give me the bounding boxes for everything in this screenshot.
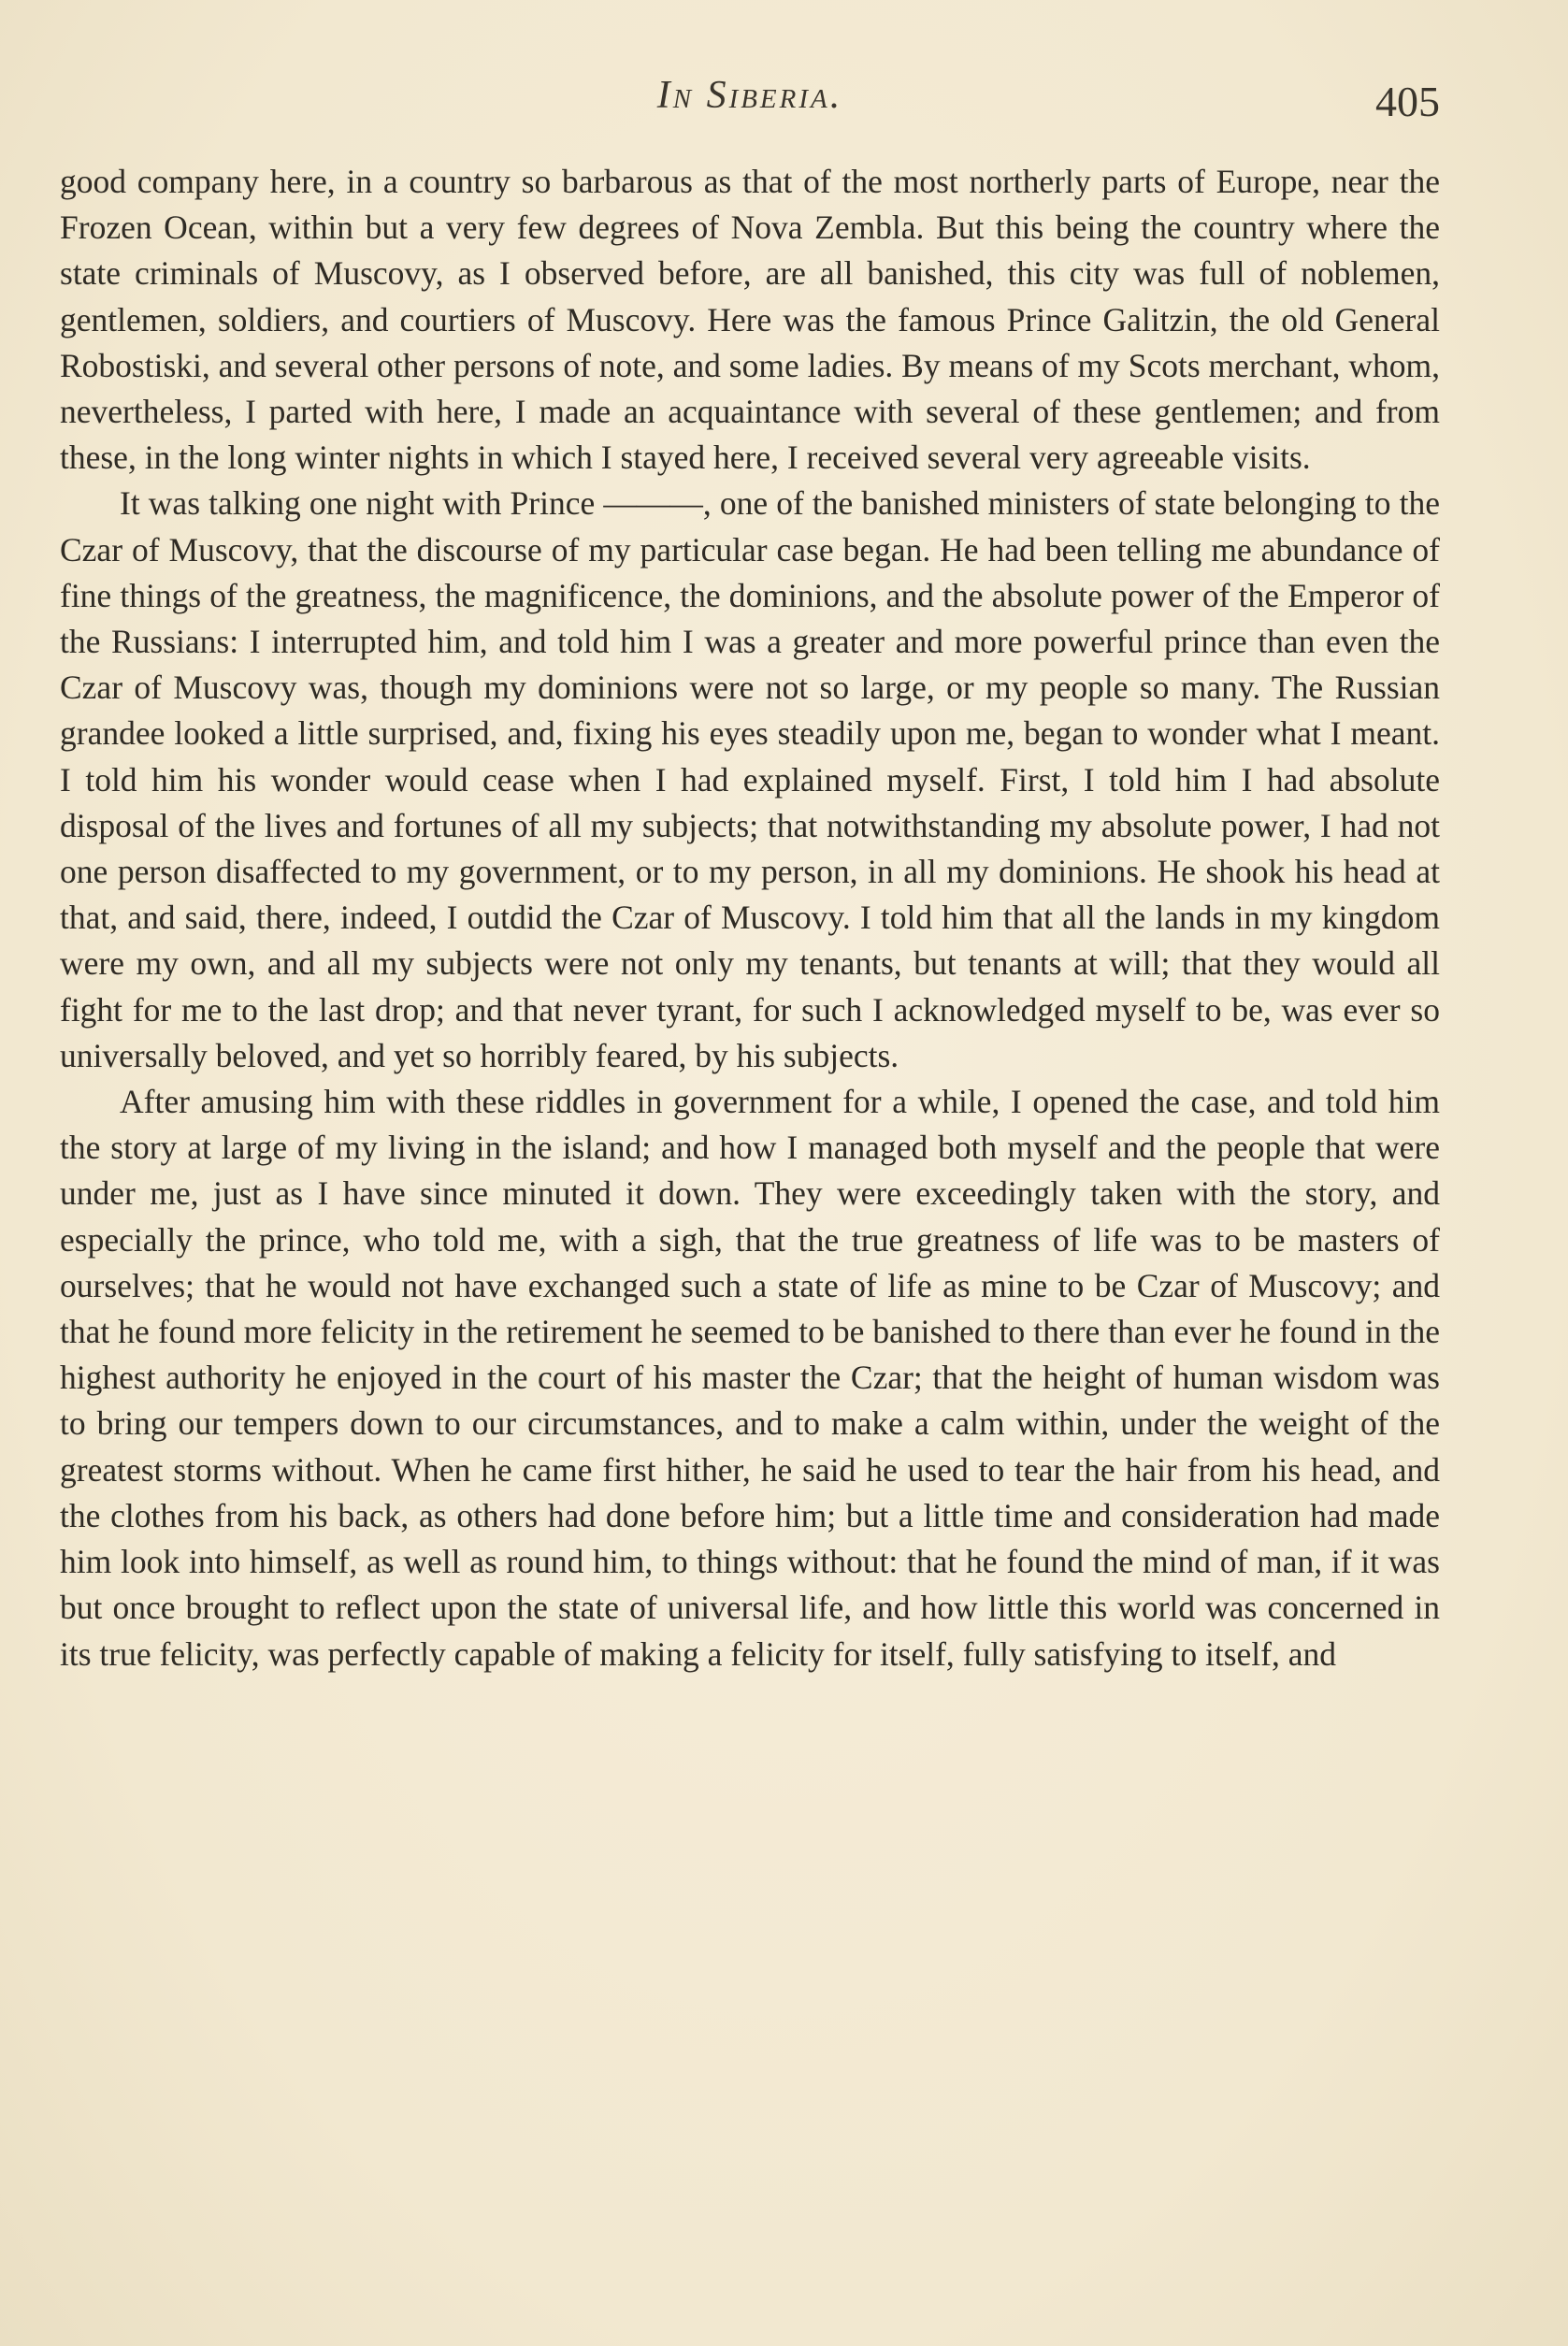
running-title: In Siberia. <box>656 74 843 117</box>
paragraph-3: After amusing him with these riddles in government for a while, I opened the case, and told him the story at large of my living in the island; and how I managed both myself and the people that were under me, just as I have since minuted it down. They were exceedingly taken with the story, and especially the prince, who told me, with a sigh, that the true greatness of life was to be masters of ourselves; that he would not have exchanged such a state of life as mine to be Czar of Muscovy; and that he found more felicity in the retirement he seemed to be banished to there than ever he found in the highest authority he enjoyed in the court of his master the Czar; that the height of human wisdom was to bring our tempers down to our circumstances, and to make a calm within, under the weight of the greatest storms without. When he came first hither, he said he used to tear the hair from his head, and the clothes from his back, as others had done before him; but a little time and consideration had made him look into himself, as well as round him, to things without: that he found the mind of man, if it was but once brought to reflect upon the state of universal life, and how little this world was concerned in its true felicity, was perfectly capable of making a felicity for itself, fully satisfying to itself, and <box>60 1083 1440 1673</box>
paragraph-1: good company here, in a country so barbarous as that of the most northerly parts of Europe, near the Frozen Ocean, within but a very few degrees of Nova Zembla. But this being the country where the state criminals of Muscovy, as I observed before, are all banished, this city was full of noblemen, gentlemen, soldiers, and courtiers of Muscovy. Here was the famous Prince Galitzin, the old General Robostiski, and several other persons of note, and some ladies. By means of my Scots merchant, whom, nevertheless, I parted with here, I made an acquaintance with several of these gentlemen; and from these, in the long winter nights in which I stayed here, I received several very agreeable visits. <box>60 163 1440 477</box>
body-text <box>60 159 1440 1677</box>
page-number: 405 <box>1375 78 1440 125</box>
running-head <box>60 73 1440 129</box>
paragraph-2: It was talking one night with Prince ———, one of the banished ministers of state belonging to the Czar of Muscovy, that the discourse of my particular case began. He had been telling me abundance of fine things of the greatness, the magnificence, the dominions, and the absolute power of the Emperor of the Russians: I interrupted him, and told him I was a greater and more powerful prince than even the Czar of Muscovy was, though my dominions were not so large, or my people so many. The Russian grandee looked a little surprised, and, fixing his eyes steadily upon me, began to wonder what I meant. I told him his wonder would cease when I had explained myself. First, I told him I had absolute disposal of the lives and fortunes of all my subjects; that notwithstanding my absolute power, I had not one person disaffected to my government, or to my person, in all my dominions. He shook his head at that, and said, there, indeed, I outdid the Czar of Muscovy. I told him that all the lands in my kingdom were my own, and all my subjects were not only my tenants, but tenants at will; that they would all fight for me to the last drop; and that never tyrant, for such I acknowledged myself to be, was ever so universally beloved, and yet so horribly feared, by his subjects. <box>60 484 1440 1074</box>
